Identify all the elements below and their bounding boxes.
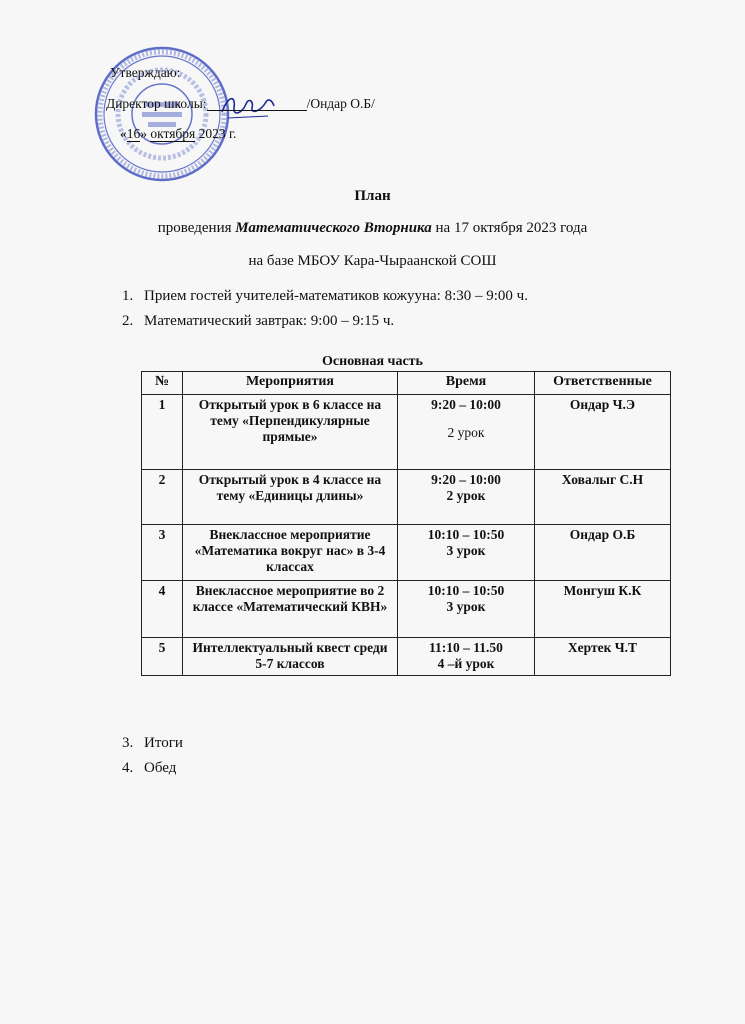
header-events: Мероприятия	[183, 372, 398, 395]
row-time	[398, 395, 535, 470]
list-item	[122, 313, 528, 338]
list-item	[122, 760, 183, 785]
director-line	[106, 97, 375, 111]
subtitle-prefix: проведения	[157, 220, 236, 236]
approval-label: Утверждаю:	[110, 65, 181, 80]
schedule-table	[141, 371, 671, 676]
row-responsible: Ховалыг С.Н	[535, 470, 671, 525]
row-responsible: Ондар О.Б	[535, 525, 671, 581]
row-time	[398, 638, 535, 676]
document-title: План	[354, 188, 391, 204]
item-text: Математический завтрак: 9:00 – 9:15 ч.	[144, 313, 395, 329]
lesson-number: 4 –й урок	[437, 656, 495, 672]
date-day: 16	[126, 126, 141, 141]
row-responsible: Монгуш К.К	[535, 581, 671, 638]
header-number: №	[142, 372, 183, 395]
header-time: Время	[398, 372, 535, 395]
row-number: 5	[142, 638, 183, 676]
time-range: 10:10 – 10:50	[427, 583, 505, 598]
row-event: Открытый урок в 6 классе на тему «Перпендикулярные прямые»	[183, 395, 398, 470]
list-item	[122, 288, 528, 313]
document-subtitle	[0, 220, 745, 237]
row-time	[398, 525, 535, 581]
approval-date: «16» октября 2023 г.	[120, 126, 237, 141]
time-range: 9:20 – 10:00	[431, 397, 501, 412]
time-range: 9:20 – 10:00	[431, 472, 501, 487]
subtitle-date: на 17 октября 2023 года	[431, 220, 588, 236]
header-responsible: Ответственные	[535, 372, 671, 395]
time-range: 11:10 – 11.50	[429, 640, 503, 655]
date-year: 2023 г.	[198, 126, 237, 141]
item-number: 2.	[122, 313, 134, 329]
section-title: Основная часть	[322, 354, 423, 369]
item-text: Обед	[144, 760, 177, 776]
lesson-number: 3 урок	[446, 599, 486, 615]
row-number: 3	[142, 525, 183, 581]
lesson-number: 2 урок	[446, 488, 486, 504]
item-number: 4.	[122, 760, 134, 776]
row-event: Внеклассное мероприятие во 2 классе «Математический КВН»	[183, 581, 398, 638]
director-label: Директор школы:	[106, 96, 207, 111]
signer-name: /Ондар О.Б/	[306, 96, 375, 111]
row-number: 1	[142, 395, 183, 470]
venue-line: на базе МБОУ Кара-Чыраанской СОШ	[248, 253, 497, 269]
table-row	[142, 581, 671, 638]
row-time	[398, 470, 535, 525]
item-number: 1.	[122, 288, 134, 304]
table-row	[142, 525, 671, 581]
item-text: Прием гостей учителей-математиков кожууна: 8:30 – 9:00 ч.	[144, 288, 528, 304]
table-row	[142, 395, 671, 470]
table-row	[142, 638, 671, 676]
lesson-number: 3 урок	[446, 543, 486, 559]
item-number: 3.	[122, 735, 134, 751]
agenda-list-bottom	[122, 735, 183, 785]
event-name: Математического Вторника	[235, 220, 432, 236]
row-event: Внеклассное мероприятие «Математика вокруг нас» в 3-4 классах	[183, 525, 398, 581]
agenda-list-top	[122, 288, 528, 338]
list-item	[122, 735, 183, 760]
signature-line	[207, 98, 307, 111]
row-number: 2	[142, 470, 183, 525]
row-responsible: Ондар Ч.Э	[535, 395, 671, 470]
table-header-row	[142, 372, 671, 395]
table-row	[142, 470, 671, 525]
row-responsible: Хертек Ч.Т	[535, 638, 671, 676]
row-time	[398, 581, 535, 638]
row-event: Интеллектуальный квест среди 5-7 классов	[183, 638, 398, 676]
row-event: Открытый урок в 4 классе на тему «Единицы длины»	[183, 470, 398, 525]
lesson-number: 2 урок	[447, 425, 485, 441]
row-number: 4	[142, 581, 183, 638]
date-month: октября	[150, 126, 196, 141]
item-text: Итоги	[144, 735, 183, 751]
time-range: 10:10 – 10:50	[427, 527, 505, 542]
